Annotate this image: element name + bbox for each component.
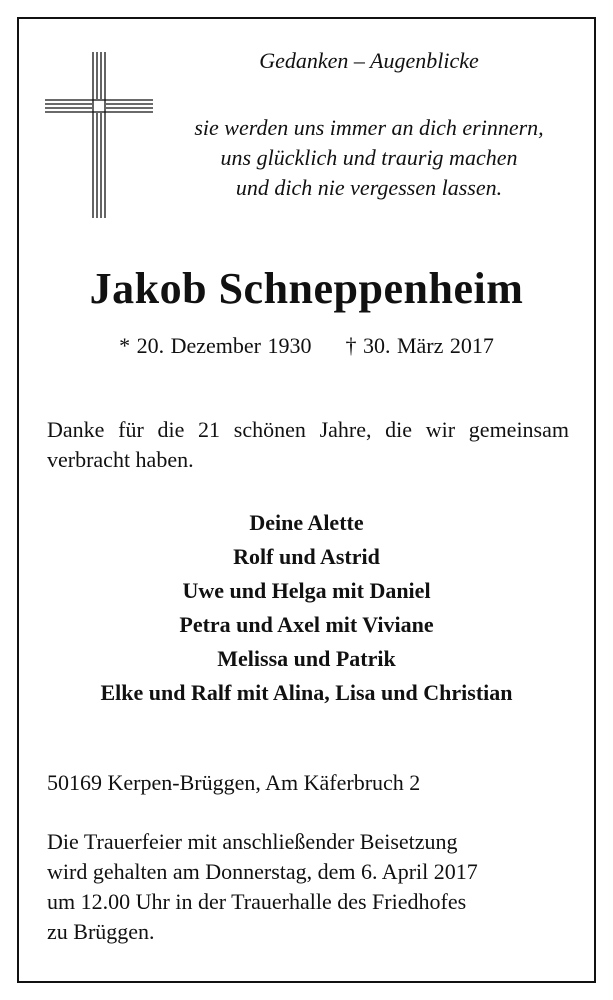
quote-line: sie werden uns immer an dich erinnern,	[194, 115, 544, 140]
family-member: Melissa und Patrik	[217, 646, 396, 671]
ceremony-line: zu Brüggen.	[47, 919, 155, 944]
family-member: Rolf und Astrid	[233, 544, 380, 569]
deceased-name: Jakob Schneppenheim	[89, 264, 524, 313]
life-dates	[30, 331, 583, 361]
family-member: Petra und Axel mit Viviane	[179, 612, 434, 637]
ceremony-text	[47, 827, 569, 947]
cross-icon	[45, 52, 153, 218]
quote-text	[160, 113, 578, 203]
quote-line: und dich nie vergessen lassen.	[235, 175, 503, 200]
birth-date: * 20. Dezember 1930	[119, 333, 312, 358]
family-member: Uwe und Helga mit Daniel	[182, 578, 431, 603]
thanks-text: Danke für die 21 schönen Jahre, die wir gemeinsam verbracht haben.	[47, 417, 569, 472]
death-date: † 30. März 2017	[345, 333, 494, 358]
quote-title: Gedanken – Augenblicke	[259, 48, 479, 73]
ceremony-line: wird gehalten am Donnerstag, dem 6. April 2017	[47, 859, 478, 884]
ceremony-line: um 12.00 Uhr in der Trauerhalle des Friedhofes	[47, 889, 467, 914]
family-list	[30, 506, 583, 710]
quote-line: uns glücklich und traurig machen	[220, 145, 518, 170]
family-member: Deine Alette	[249, 510, 364, 535]
family-member: Elke und Ralf mit Alina, Lisa und Christian	[100, 680, 513, 705]
ceremony-line: Die Trauerfeier mit anschließender Beisetzung	[47, 829, 458, 854]
address: 50169 Kerpen-Brüggen, Am Käferbruch 2	[47, 770, 421, 795]
